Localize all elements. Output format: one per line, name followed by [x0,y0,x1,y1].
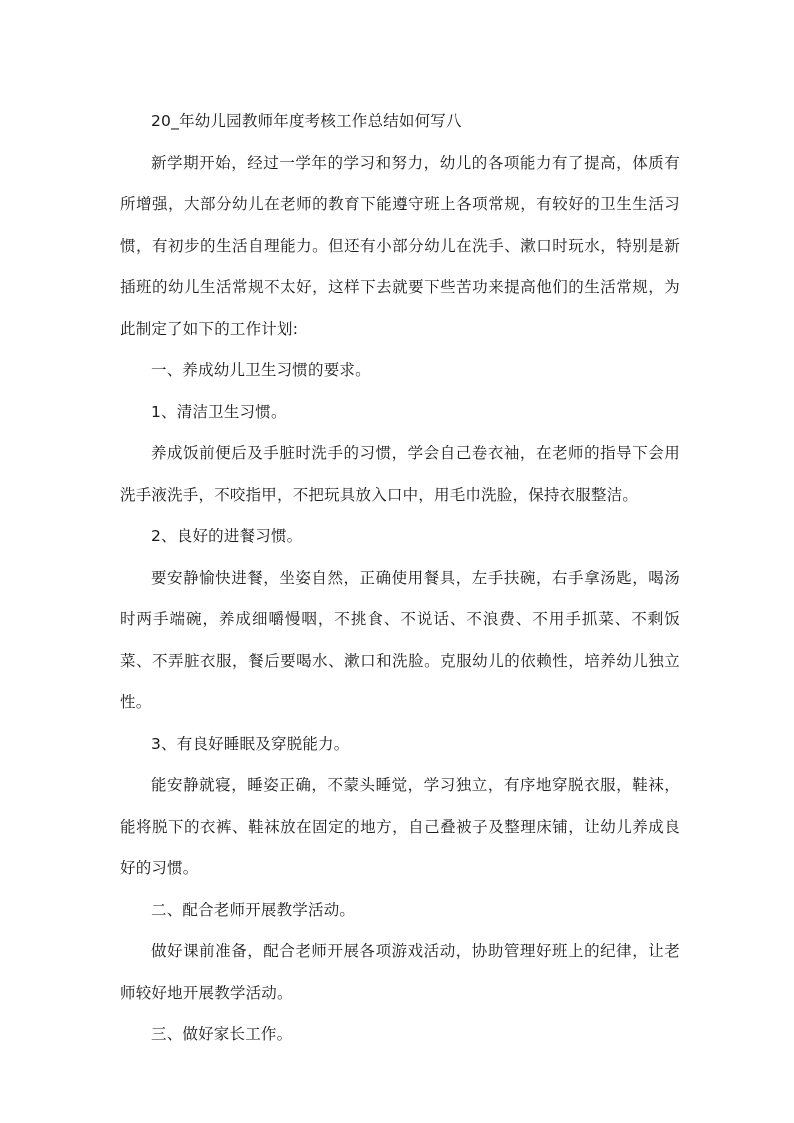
paragraph-intro: 新学期开始，经过一学年的学习和努力，幼儿的各项能力有了提高，体质有所增强，大部分幼儿在老师的教育下能遵守班上各项常规，有较好的卫生生活习惯，有初步的生活自理能力。但还有小部分幼儿在洗手、漱口时玩水，特别是新插班的幼儿生活常规不太好，这样下去就要下些苦功来提高他们的生活常规，为此制定了如下的工作计划: [120,153,680,338]
subsection-heading-1: 1、清洁卫生习惯。 [151,402,287,421]
paragraph-teaching: 做好课前准备，配合老师开展各项游戏活动，协助管理好班上的纪律，让老师较好地开展教学活动。 [120,942,680,1002]
section-heading-1: 一、养成幼儿卫生习惯的要求。 [151,361,371,379]
document-title: 20_年幼儿园教师年度考核工作总结如何写八 [151,112,462,130]
subsection-heading-2: 2、良好的进餐习惯。 [151,527,303,545]
paragraph-sleep: 能安静就寝，睡姿正确，不蒙头睡觉，学习独立，有序地穿脱衣服，鞋袜，能将脱下的衣裤、鞋袜放在固定的地方，自己叠被子及整理床铺，让幼儿养成良好的习惯。 [120,776,680,877]
section-heading-2: 二、配合老师开展教学活动。 [151,900,356,919]
paragraph-hygiene: 养成饭前便后及手脏时洗手的习惯，学会自己卷衣袖，在老师的指导下会用洗手液洗手，不咬指甲，不把玩具放入口中，用毛巾洗脸，保持衣服整洁。 [120,444,680,504]
paragraph-dining: 要安静愉快进餐，坐姿自然，正确使用餐具，左手扶碗，右手拿汤匙，喝汤时两手端碗，养成细嚼慢咽，不挑食、不说话、不浪费、不用手抓菜、不剩饭菜、不弄脏衣服，餐后要喝水、漱口和洗脸。克服幼儿的依赖性，培养幼儿独立性。 [120,568,680,711]
subsection-heading-3: 3、有良好睡眠及穿脱能力。 [151,734,350,753]
document-body [120,101,680,1056]
section-heading-3: 三、做好家长工作。 [151,1025,293,1043]
